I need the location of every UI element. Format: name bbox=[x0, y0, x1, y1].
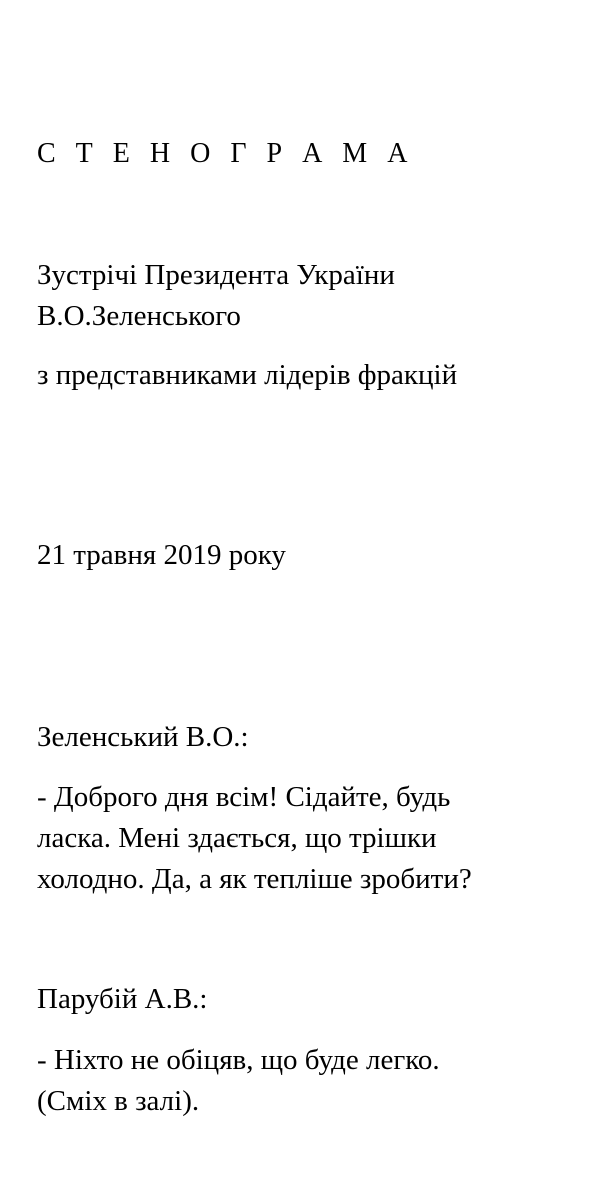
speech-line: холодно. Да, а як тепліше зробити? bbox=[37, 863, 472, 895]
speaker-name: Зеленський В.О.: bbox=[37, 721, 249, 753]
speech-line: ласка. Мені здається, що трішки bbox=[37, 822, 437, 854]
subtitle-line: Зустрічі Президента України bbox=[37, 259, 395, 291]
document-date: 21 травня 2019 року bbox=[37, 539, 286, 571]
speech-line: - Ніхто не обіцяв, що буде легко. bbox=[37, 1044, 440, 1076]
subtitle-line: В.О.Зеленського bbox=[37, 300, 241, 332]
subtitle-line: з представниками лідерів фракцій bbox=[37, 359, 458, 391]
speech-line: - Доброго дня всім! Сідайте, будь bbox=[37, 781, 451, 813]
speaker-name: Парубій А.В.: bbox=[37, 983, 208, 1015]
document-title: С Т Е Н О Г Р А М А bbox=[37, 138, 414, 169]
speech-line: (Сміх в залі). bbox=[37, 1085, 200, 1117]
